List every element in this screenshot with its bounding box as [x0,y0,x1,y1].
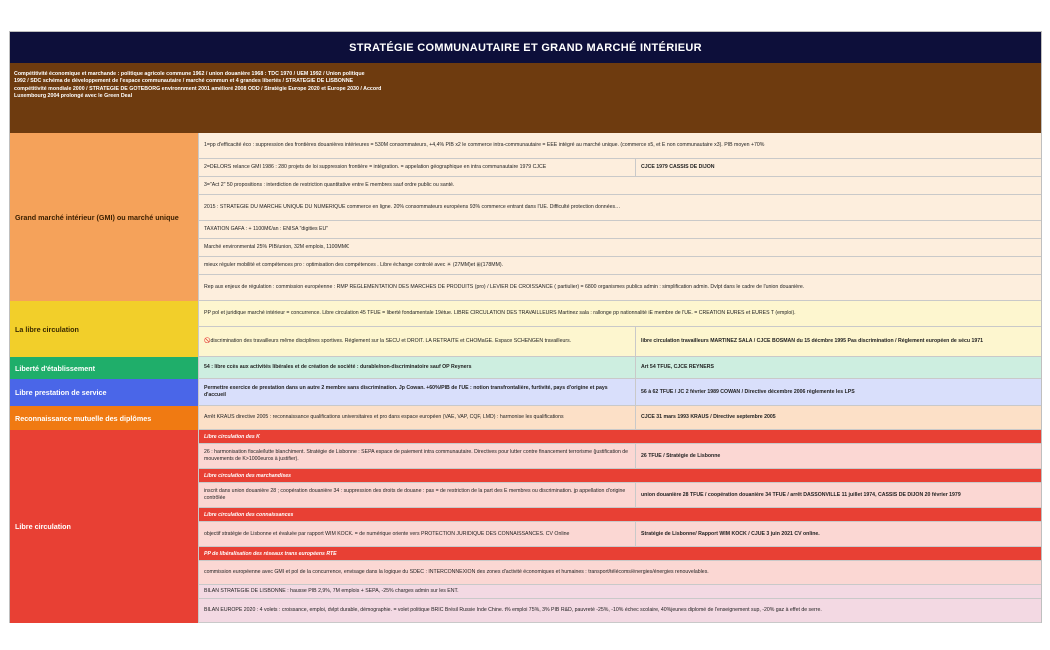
table-row [198,483,1041,508]
section-label: Reconnaissance mutuelle des diplômes [10,406,198,430]
table-row [198,327,1041,357]
row-reference: CJCE 31 mars 1993 KRAUS / Directive septembre 2005 [635,406,1041,430]
row-text: 2=DELORS relance GMI 1986 : 280 projets de loi suppression frontière = intégration. = appelation géographique en intra communautaire 1979 CJCE [198,159,635,177]
table-row [198,301,1041,327]
row-reference: libre circulation travailleurs MARTINEZ SALA / CJCE BOSMAN du 15 décmbre 1995 Pas discrimination / Réglement européen de sécu 1971 [635,327,1041,357]
section-libre-circulation [10,301,1041,357]
row-text: mieux réguler mobilité et compétences pro : optimisation des compétences . Libre échange controlé avec ☀ (27MM)et ⊞(178MM). [198,257,1041,275]
table-row [198,357,1041,379]
section-libre-circulation-k [10,430,1041,623]
section-label: Grand marché intérieur (GMI) ou marché unique [10,133,198,301]
table-row [198,221,1041,239]
intro-line: Luxembourg 2004 prolongé avec le Green Deal [14,93,133,100]
row-text: objectif stratégie de Lisbonne et évaluée par rapport WIM KOCK. = de numérique oriente vers PROTECTION JURIDIQUE DES CONNAISSANCES. CV Online [198,522,635,547]
table-subheader [198,547,1041,561]
table-subheader [198,430,1041,444]
row-text: Permettre exercice de prestation dans un autre 2 membre sans discrimination. Jp Cowan. +60%/PIB de l'UE : notion transfrontalière, furtivité, pays d'origine et pays d'accueil [198,379,635,406]
section-rows [198,430,1041,623]
subheader-label: PP de libéralisation des réseaux trans européens RTE [198,547,1041,561]
row-text: 🚫discrimination des travailleurs même disciplines sportives. Réglement sur la SECU et DROIT. LA RETRAITE et CHOMaGE. Espace SCHENGEN travailleurs. [198,327,635,357]
page-title: STRATÉGIE COMMUNAUTAIRE ET GRAND MARCHÉ INTÉRIEUR [10,32,1041,63]
row-reference: 56 à 62 TFUE / JC 2 février 1989 COWAN / Directive décembre 2006 règlemente les LPS [635,379,1041,406]
section-label: Libre circulation [10,430,198,623]
row-text: Rep aux enjeux de régulation : commission européenne : RMP REGLEMENTATION DES MARCHES DE PRODUITS (pro) / LEVIER DE CROISSANCE ( partiulier) = 6800 organismes publics admin : simplification admin. Dvlpt dans le cadre de l'union douanière. [198,275,1041,301]
table-row [198,561,1041,585]
row-reference: Stratégie de Lisbonne/ Rapport WIM KOCK / CJUE 3 juin 2021 CV online. [635,522,1041,547]
row-text: 1=pp d'efficacité éco : suppression des frontières douanières intérieures = 530M consommateurs, +4,4% PIB x2 le commerce intra-communautaire = EEE intégré au marché unique. (commerce x5, et E non communautaire x3). PIB moyen +70% [198,133,1041,159]
table-subheader [198,469,1041,483]
table-row [198,275,1041,301]
intro-banner [10,63,1041,133]
section-diplomes [10,406,1041,430]
table-row [198,177,1041,195]
table-row [198,585,1041,599]
section-rows [198,301,1041,357]
row-reference: CJCE 1979 CASSIS DE DIJON [635,159,1041,177]
row-reference: Art 54 TFUE, CJCE REYNERS [635,357,1041,379]
intro-line: Compétitivité économique et marchande : politique agricole commune 1962 / union douanière 1968 : TDC 1970 / UEM 1992 / Union politique [14,71,365,77]
section-label: Libre prestation de service [10,379,198,406]
section-rows [198,406,1041,430]
section-label: La libre circulation [10,301,198,357]
table-row [198,159,1041,177]
subheader-label: Libre circulation des K [198,430,1041,444]
table-row [198,239,1041,257]
row-text: Marché environmental 25% PIB/union, 32M emplois, 1100MM€ [198,239,1041,257]
table-row [198,406,1041,430]
section-rows [198,379,1041,406]
subheader-label: Libre circulation des connaissances [198,508,1041,522]
row-text: commission européenne avec GMI et pol de la concurrence, envisage dans la logique du SDEC : INTERCONNEXION des zones d'activité économiques et humaines : transport/télécoms/énergies/énergies renouvelables. [198,561,1041,585]
section-etablissement [10,357,1041,379]
section-label: Liberté d'établissement [10,357,198,379]
section-rows [198,133,1041,301]
row-text: 26 : harmonisation fiscale/lutte blanchiment. Stratégie de Lisbonne : SEPA espace de paiement intra communautaire. Directives pour lutter contre financement terrorisme (justification de mouvements de K>1000euros à justifier). [198,444,635,469]
row-text: PP pol et juridique marché intérieur = concurrence. Libre circulation 45 TFUE = liberté fondamentale 19ètue. LIBRE CIRCULATION DES TRAVAILLEURS Martinez sala : rallonge pp nationnalité iE membre de l'UE. = CREATION EURES et EURES T (emploi). [198,301,1041,327]
intro-line: 1992 / SDC schéma de développement de l'espace communautaire / marché commun et 4 grandes libertés / STRATEGIE DE LISBONNE [14,78,354,85]
section-gmi [10,133,1041,301]
table-row [198,257,1041,275]
table-subheader [198,508,1041,522]
row-text: 3="Act 2" 50 propositions : interdiction de restriction quantitative entre E membres sauf ordre public ou santé. [198,177,1041,195]
section-prestation [10,379,1041,406]
row-text: TAXATION GAFA : + 1100M€/an : ENISA "digities EU" [198,221,1041,239]
row-text: BILAN STRATEGIE DE LISBONNE : hausse PIB 2,9%, 7M emplois + SEPA, -25% charges admin sur les ENT. [198,585,1041,599]
table-row [198,133,1041,159]
table-row [198,195,1041,221]
table-row [198,522,1041,547]
strategy-table [9,31,1042,623]
row-text: Arrêt KRAUS directive 2005 : reconnaissance qualifications universitaires et pro dans espace européen (VAE, VAP, CQF, LMD) : harmonise les qualifications [198,406,635,430]
table-row [198,379,1041,406]
row-reference: 26 TFUE / Stratégie de Lisbonne [635,444,1041,469]
table-row [198,444,1041,469]
intro-line: compétitivité mondiale 2000 / STRATEGIE DE GOTEBORG environnment 2001 amélioré 2008 ODD / Stratégie Europe 2020 et Europe 2030 / Accord [14,85,382,92]
subheader-label: Libre circulation des marchandises [198,469,1041,483]
row-reference: union douanière 28 TFUE / coopération douanière 34 TFUE / arrêt DASSONVILLE 11 juillet 1974, CASSIS DE DIJON 20 février 1979 [635,483,1041,508]
row-text: 2015 : STRATEGIE DU MARCHE UNIQUE DU NUMERIQUE commerce en ligne. 20% consommateurs européens 93% commerce entrant dans l'UE. Difficulté protection données… [198,195,1041,221]
row-text: inscrit dans union douanière 28 ; coopération douanière 34 : suppression des droits de douane : pas = de restriction de la part des E membres ou discrimination. jp appellation d'origine contrôlée [198,483,635,508]
row-text: 54 : libre ccès aux activités libérales et de création de société : durable/non-discriminatoire sauf OP Reyners [198,357,635,379]
section-rows [198,357,1041,379]
table-row [198,599,1041,623]
row-text: BILAN EUROPE 2020 : 4 volets : croissance, emploi, dvlpt durable, démographie. = volet politique BRIC Brésil Russie Inde Chine. t% emploi 75%, 3% PIB R&D, pauvreté -25%, -10% échec scolaire, 40%jeunes diplomé de l'enseignement sup, -20% gaz à effet de serre. [198,599,1041,623]
